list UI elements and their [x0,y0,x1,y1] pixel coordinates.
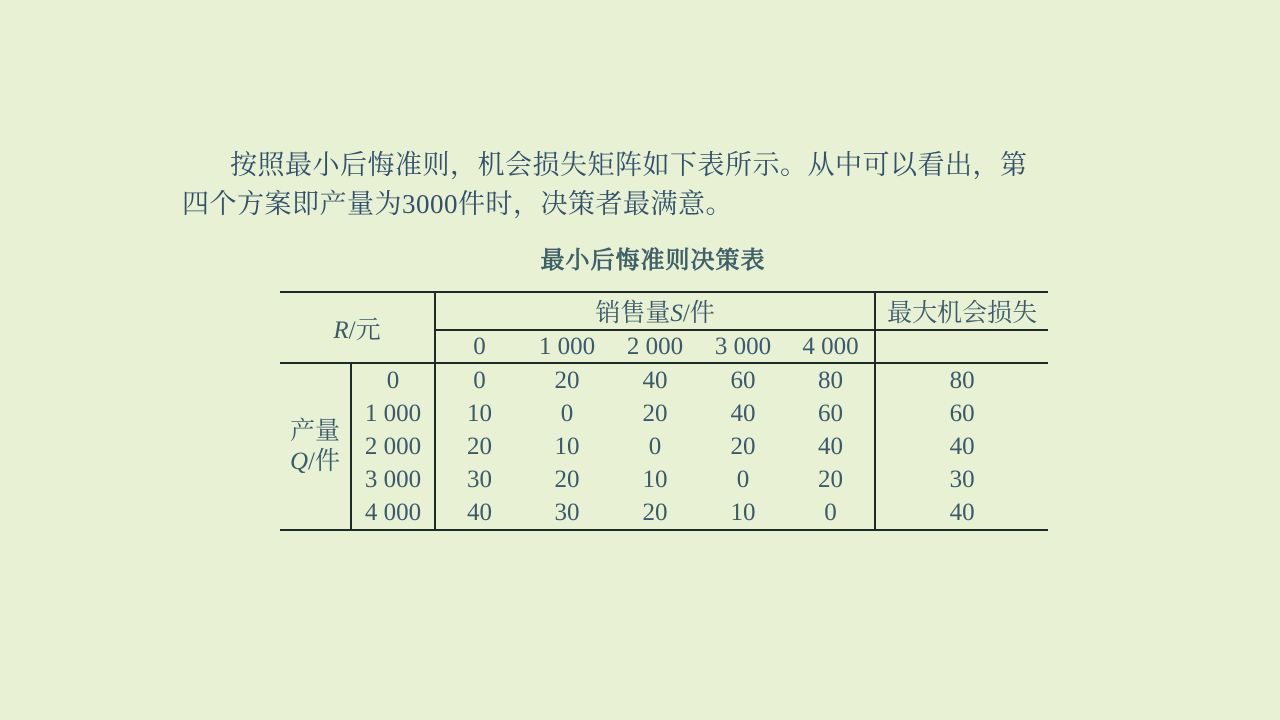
loss-cell: 10 [730,498,756,526]
loss-cell: 60 [818,399,844,427]
sales-level-header: 2 000 [611,330,699,363]
max-loss-cell: 40 [875,430,1048,463]
max-loss-header-spacer [875,330,1048,363]
loss-cell: 20 [818,465,844,493]
max-loss-cell: 30 [875,463,1048,496]
decision-table [280,291,1048,531]
max-loss-cell: 40 [875,496,1048,530]
quantity-cell: 1 000 [364,399,422,427]
row-group-line-1: 产量 [289,417,340,445]
loss-cell: 30 [435,463,523,496]
s-variable: S [670,300,683,327]
paragraph-line-1: 按照最小后悔准则，机会损失矩阵如下表所示。从中可以看出，第 [230,150,1028,180]
loss-cell: 60 [730,366,756,394]
loss-cell: 0 [560,399,574,427]
table-title: 最小后悔准则决策表 [540,247,766,274]
table-row [280,496,1048,530]
loss-cell: 10 [554,432,580,460]
sales-level-header: 1 000 [523,330,611,363]
loss-cell: 0 [824,498,837,526]
table-row [280,363,1048,397]
loss-cell: 20 [554,465,580,493]
loss-cell: 20 [642,498,668,526]
loss-cell: 40 [818,432,844,460]
sales-prefix: 销售量 [595,300,671,327]
loss-cell: 10 [642,465,668,493]
table-row [280,430,1048,463]
paragraph-line-2: 四个方案即产量为3000件时，决策者最满意。 [182,189,733,219]
r-variable: R [333,316,349,344]
loss-cell: 30 [554,498,580,526]
loss-cell: 20 [642,399,668,427]
max-loss-cell: 60 [875,397,1048,430]
sales-level-header: 0 [435,330,523,363]
table-row [280,463,1048,496]
intro-paragraph [182,146,1072,224]
quantity-cell: 2 000 [364,432,422,460]
r-unit: /元 [348,316,381,344]
max-loss-header-cell: 最大机会损失 [875,292,1048,330]
quantity-cell: 4 000 [364,498,422,526]
loss-cell: 40 [642,366,668,394]
loss-cell: 40 [730,399,756,427]
sales-level-header: 4 000 [787,330,875,363]
loss-cell: 20 [730,432,756,460]
loss-cell: 10 [435,397,523,430]
header-row-1 [280,292,1048,330]
loss-cell: 80 [818,366,844,394]
q-variable: Q [289,447,309,475]
loss-cell: 20 [435,430,523,463]
quantity-cell: 3 000 [364,465,422,493]
quantity-cell: 0 [386,366,400,394]
sales-header-cell [435,292,875,330]
max-loss-cell: 80 [875,363,1048,397]
row-group-label-cell [280,363,351,530]
loss-cell: 0 [648,432,662,460]
corner-header-cell [280,292,435,363]
q-unit: /件 [308,447,340,475]
sales-level-header: 3 000 [699,330,787,363]
loss-cell: 20 [554,366,580,394]
row-group-line-2 [280,447,350,477]
loss-cell: 0 [435,363,523,397]
sales-suffix: /件 [682,300,715,327]
loss-cell: 0 [736,465,750,493]
table-row [280,397,1048,430]
loss-cell: 40 [435,496,523,530]
